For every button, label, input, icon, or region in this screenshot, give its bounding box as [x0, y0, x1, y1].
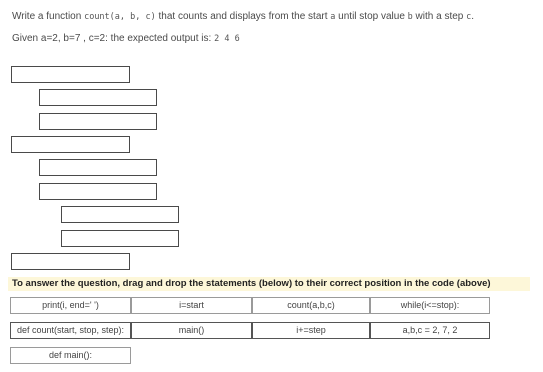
drop-slot[interactable]: [39, 89, 157, 106]
statement-tile[interactable]: main(): [131, 322, 252, 339]
statement-tile[interactable]: a,b,c = 2, 7, 2: [370, 322, 490, 339]
statement-tile[interactable]: def main():: [10, 347, 131, 364]
question-text: with a step: [412, 11, 467, 22]
expected-output: 2 4 6: [214, 34, 240, 44]
code-snippet: c: [466, 12, 472, 22]
statement-tile[interactable]: print(i, end=' '): [10, 297, 131, 314]
drop-slot[interactable]: [11, 136, 130, 153]
drop-slot[interactable]: [61, 230, 179, 247]
statement-tile[interactable]: count(a,b,c): [252, 297, 370, 314]
drop-slot[interactable]: [61, 206, 179, 223]
question-text: Given a=2, b=7 , c=2: the expected output is:: [12, 33, 215, 44]
instruction-banner: To answer the question, drag and drop the statements (below) to their correct position in the code (above): [8, 277, 530, 291]
statement-tile[interactable]: i=start: [131, 297, 252, 314]
code-snippet: a: [330, 12, 336, 22]
question-line-1: [12, 11, 474, 22]
drop-slot[interactable]: [11, 66, 130, 83]
drop-slot[interactable]: [11, 253, 130, 270]
drop-slot[interactable]: [39, 159, 157, 176]
drop-slot[interactable]: [39, 183, 157, 200]
code-snippet: b: [407, 12, 413, 22]
statement-tile[interactable]: while(i<=stop):: [370, 297, 490, 314]
question-text: Write a function: [12, 11, 85, 22]
question-text: .: [471, 11, 475, 22]
drop-slot[interactable]: [39, 113, 157, 130]
statement-tile[interactable]: i+=step: [252, 322, 370, 339]
question-text: until stop value: [335, 11, 408, 22]
statement-tile[interactable]: def count(start, stop, step):: [10, 322, 131, 339]
question-line-2: [12, 33, 240, 44]
code-snippet: count(a, b, c): [84, 12, 156, 22]
question-text: that counts and displays from the start: [155, 11, 331, 22]
